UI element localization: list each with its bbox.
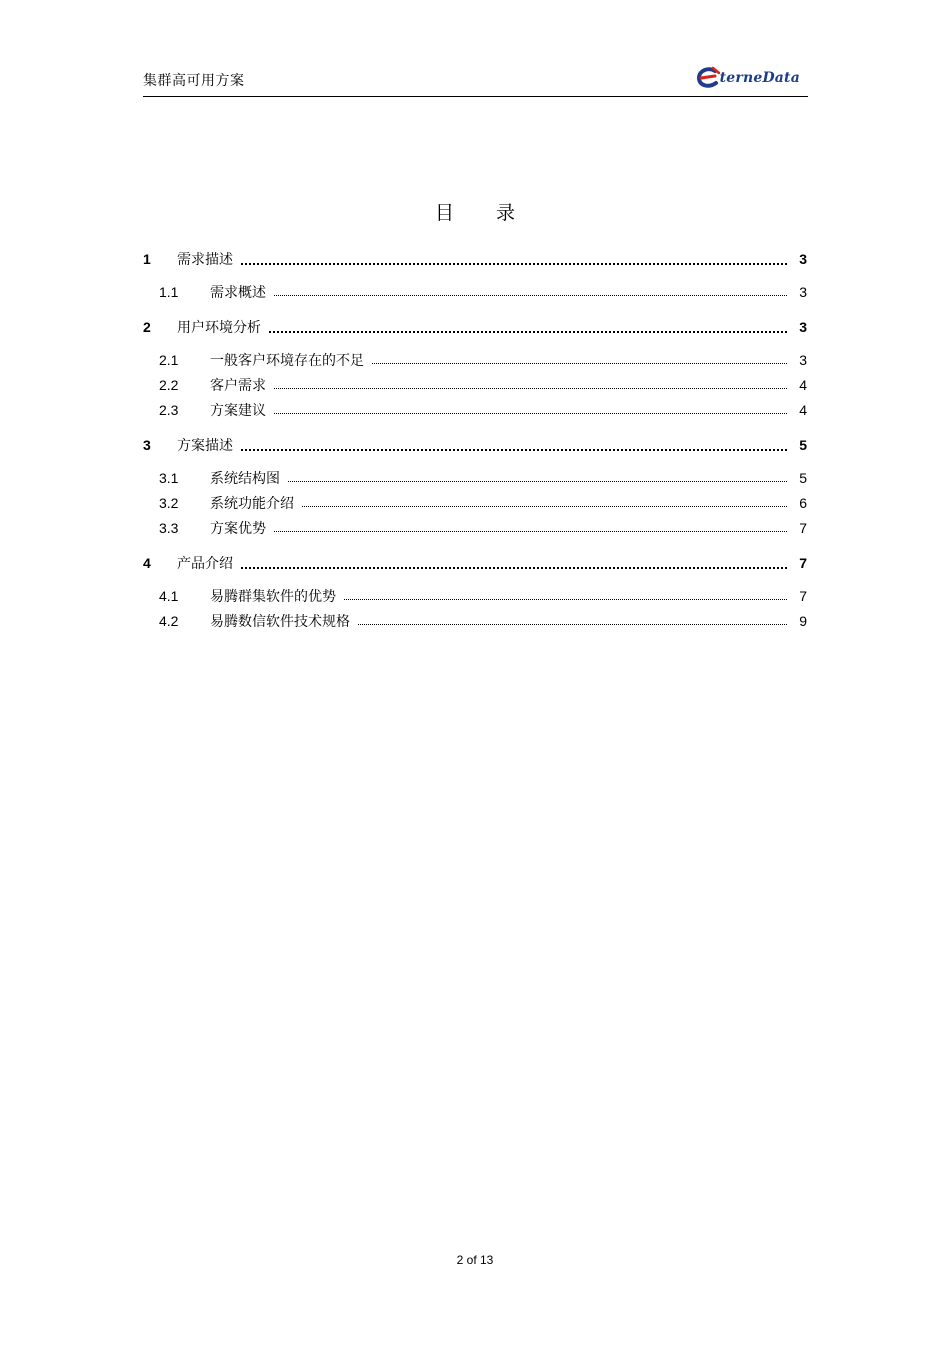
- toc-dot-leader: [358, 610, 787, 625]
- toc-dot-leader: [274, 374, 787, 389]
- toc-dot-leader: [302, 492, 787, 507]
- toc-dot-leader: [274, 517, 787, 532]
- toc-dot-leader: [241, 435, 787, 451]
- toc-dot-leader: [344, 585, 787, 600]
- toc-entry-number: 1.1: [159, 283, 179, 300]
- toc-entry[interactable]: [143, 347, 807, 372]
- toc-entry-label: 一般客户环境存在的不足: [210, 352, 364, 369]
- toc-entry-number: 2.1: [159, 351, 179, 368]
- toc-entry-label: 方案描述: [177, 437, 233, 454]
- toc-entry-label: 易腾数信软件技术规格: [210, 613, 350, 630]
- toc-entry-number: 4: [143, 554, 151, 571]
- toc-dot-leader: [241, 553, 787, 569]
- toc-entry-page: 4: [799, 401, 807, 418]
- toc-entry[interactable]: [143, 583, 807, 608]
- toc-entry[interactable]: [143, 279, 807, 304]
- toc-entry-page: 7: [799, 587, 807, 604]
- toc-entry[interactable]: [143, 313, 807, 340]
- toc-entry-number: 3.1: [159, 469, 179, 486]
- toc-dot-leader: [269, 317, 787, 333]
- toc-entry[interactable]: [143, 431, 807, 458]
- toc-entry-page: 3: [799, 283, 807, 300]
- toc-entry-number: 4.2: [159, 612, 179, 629]
- toc-entry-page: 4: [799, 376, 807, 393]
- toc-dot-leader: [274, 399, 787, 414]
- toc-entry[interactable]: [143, 397, 807, 422]
- toc-entry[interactable]: [143, 245, 807, 272]
- toc-entry-label: 方案建议: [210, 402, 266, 419]
- toc-entry-number: 3.3: [159, 519, 179, 536]
- toc-entry-label: 易腾群集软件的优势: [210, 588, 336, 605]
- toc-entry[interactable]: [143, 372, 807, 397]
- toc-dot-leader: [372, 349, 787, 364]
- toc-entry-page: 7: [799, 519, 807, 536]
- toc-entry-page: 7: [799, 554, 807, 571]
- toc-entry-label: 产品介绍: [177, 555, 233, 572]
- toc-title: 目 录: [434, 202, 516, 224]
- toc-entry-label: 方案优势: [210, 520, 266, 537]
- toc-dot-leader: [274, 281, 787, 296]
- toc-entry[interactable]: [143, 515, 807, 540]
- toc-entry[interactable]: [143, 549, 807, 576]
- toc-entry-number: 2.2: [159, 376, 179, 393]
- toc-entry-page: 3: [799, 351, 807, 368]
- toc-entry-label: 需求描述: [177, 251, 233, 268]
- toc-entry-page: 3: [799, 250, 807, 267]
- toc-entry-number: 4.1: [159, 587, 179, 604]
- toc-entry-page: 5: [799, 469, 807, 486]
- toc-entry-number: 2: [143, 318, 151, 335]
- table-of-contents: [143, 245, 807, 633]
- toc-entry-page: 3: [799, 318, 807, 335]
- eternedata-logo: [695, 64, 800, 92]
- toc-entry-label: 用户环境分析: [177, 319, 261, 336]
- logo-text: terneData: [719, 70, 800, 86]
- toc-entry-number: 1: [143, 250, 151, 267]
- toc-entry-page: 9: [799, 612, 807, 629]
- page-header: [143, 62, 808, 97]
- toc-entry[interactable]: [143, 490, 807, 515]
- toc-entry-page: 5: [799, 436, 807, 453]
- toc-entry-label: 客户需求: [210, 377, 266, 394]
- toc-entry-number: 3: [143, 436, 151, 453]
- toc-entry[interactable]: [143, 608, 807, 633]
- header-title: 集群高可用方案: [143, 73, 245, 89]
- toc-dot-leader: [241, 249, 787, 265]
- toc-entry[interactable]: [143, 465, 807, 490]
- toc-entry-page: 6: [799, 494, 807, 511]
- logo-e-icon: [695, 65, 723, 91]
- toc-entry-label: 系统结构图: [210, 470, 280, 487]
- toc-entry-number: 3.2: [159, 494, 179, 511]
- toc-entry-label: 需求概述: [210, 284, 266, 301]
- toc-entry-label: 系统功能介绍: [210, 495, 294, 512]
- page-number: 2 of 13: [456, 1253, 494, 1267]
- toc-entry-number: 2.3: [159, 401, 179, 418]
- toc-dot-leader: [288, 467, 787, 482]
